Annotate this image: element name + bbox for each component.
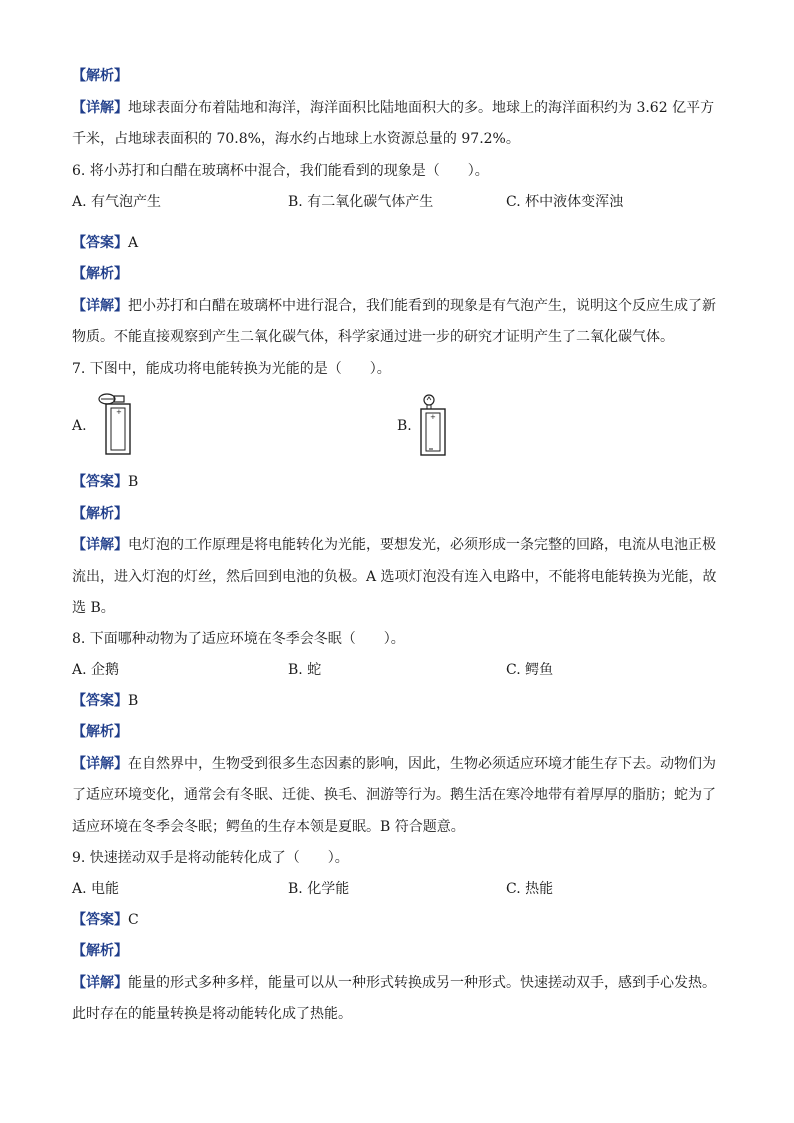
q8-stem: 8. 下面哪种动物为了适应环境在冬季会冬眠（ ）。 xyxy=(72,631,405,647)
q8-detail-line-3: 适应环境在冬季会冬眠；鳄鱼的生存本领是夏眠。B 符合题意。 xyxy=(72,819,465,835)
q7-detail-line-1 xyxy=(72,535,716,555)
q6-option-c: C. 杯中液体变浑浊 xyxy=(506,194,624,210)
q6-stem: 6. 将小苏打和白醋在玻璃杯中混合，我们能看到的现象是（ ）。 xyxy=(72,163,489,179)
q9-detail-text-1: 能量的形式多种多样，能量可以从一种形式转换成另一种形式。快速搓动双手，感到手心发热。 xyxy=(128,975,716,991)
q5-analysis-heading: 【解析】 xyxy=(72,68,128,84)
q9-answer xyxy=(72,910,139,930)
q7-figure-a-bulb-battery xyxy=(94,392,140,458)
svg-text:+: + xyxy=(430,413,436,421)
q9-stem: 9. 快速搓动双手是将动能转化成了（ ）。 xyxy=(72,850,349,866)
q7-detail-tag: 【详解】 xyxy=(72,537,128,553)
q8-answer-tag: 【答案】 xyxy=(72,693,128,709)
q6-detail-line-1 xyxy=(72,296,716,316)
q5-detail-line-1 xyxy=(72,98,714,118)
q7-detail-line-3: 选 B。 xyxy=(72,600,115,616)
q8-answer-value: B xyxy=(128,693,139,709)
q6-option-b: B. 有二氧化碳气体产生 xyxy=(288,194,434,210)
q9-detail-tag: 【详解】 xyxy=(72,975,128,991)
q7-detail-line-2: 流出，进入灯泡的灯丝，然后回到电池的负极。A 选项灯泡没有连入电路中，不能将电能转换为光能，故 xyxy=(72,569,717,585)
q8-detail-text-1: 在自然界中，生物受到很多生态因素的影响，因此，生物必须适应环境才能生存下去。动物们为 xyxy=(128,756,716,772)
q5-detail-text-1: 地球表面分布着陆地和海洋，海洋面积比陆地面积大的多。地球上的海洋面积约为 3.62 亿平方 xyxy=(128,100,715,116)
q8-option-a: A. 企鹅 xyxy=(72,662,120,678)
q9-analysis-heading: 【解析】 xyxy=(72,943,128,959)
q5-detail-tag: 【详解】 xyxy=(72,100,128,116)
q6-option-a: A. 有气泡产生 xyxy=(72,194,162,210)
q7-stem: 7. 下图中，能成功将电能转换为光能的是（ ）。 xyxy=(72,361,391,377)
q6-analysis-heading: 【解析】 xyxy=(72,266,128,282)
q8-option-c: C. 鳄鱼 xyxy=(506,662,554,678)
q7-answer-value: B xyxy=(128,474,139,490)
q7-option-a-label: A. xyxy=(72,418,87,434)
q6-detail-text-1: 把小苏打和白醋在玻璃杯中进行混合，我们能看到的现象是有气泡产生，说明这个反应生成了新 xyxy=(128,298,716,314)
q9-option-b: B. 化学能 xyxy=(288,881,350,897)
q9-option-c: C. 热能 xyxy=(506,881,554,897)
q7-detail-text-1: 电灯泡的工作原理是将电能转化为光能，要想发光，必须形成一条完整的回路，电流从电池正极 xyxy=(128,537,716,553)
q7-option-b-label: B. xyxy=(397,418,412,434)
q6-detail-tag: 【详解】 xyxy=(72,298,128,314)
q8-analysis-heading: 【解析】 xyxy=(72,724,128,740)
q6-answer-value: A xyxy=(128,235,139,251)
q9-detail-line-2: 此时存在的能量转换是将动能转化成了热能。 xyxy=(72,1006,352,1022)
q5-detail-line-2: 千米，占地球表面积的 70.8%，海水约占地球上水资源总量的 97.2%。 xyxy=(72,131,520,147)
q7-answer-tag: 【答案】 xyxy=(72,474,128,490)
q8-detail-tag: 【详解】 xyxy=(72,756,128,772)
q8-detail-line-2: 了适应环境变化，通常会有冬眠、迁徙、换毛、洄游等行为。鹅生活在寒冷地带有着厚厚的脂肪；蛇为了 xyxy=(72,787,716,803)
q6-answer-tag: 【答案】 xyxy=(72,235,128,251)
q9-answer-tag: 【答案】 xyxy=(72,912,128,928)
q6-detail-line-2: 物质。不能直接观察到产生二氧化碳气体，科学家通过进一步的研究才证明产生了二氧化碳气体。 xyxy=(72,329,674,345)
q6-answer xyxy=(72,233,138,253)
q7-figure-b-bulb-battery xyxy=(416,392,450,458)
q7-answer xyxy=(72,472,138,492)
svg-text:+: + xyxy=(116,408,122,416)
q9-option-a: A. 电能 xyxy=(72,881,120,897)
q8-option-b: B. 蛇 xyxy=(288,662,322,678)
q9-answer-value: C xyxy=(128,912,139,928)
q7-analysis-heading: 【解析】 xyxy=(72,506,128,522)
q8-answer xyxy=(72,691,138,711)
q9-detail-line-1 xyxy=(72,973,716,993)
q8-detail-line-1 xyxy=(72,754,716,774)
